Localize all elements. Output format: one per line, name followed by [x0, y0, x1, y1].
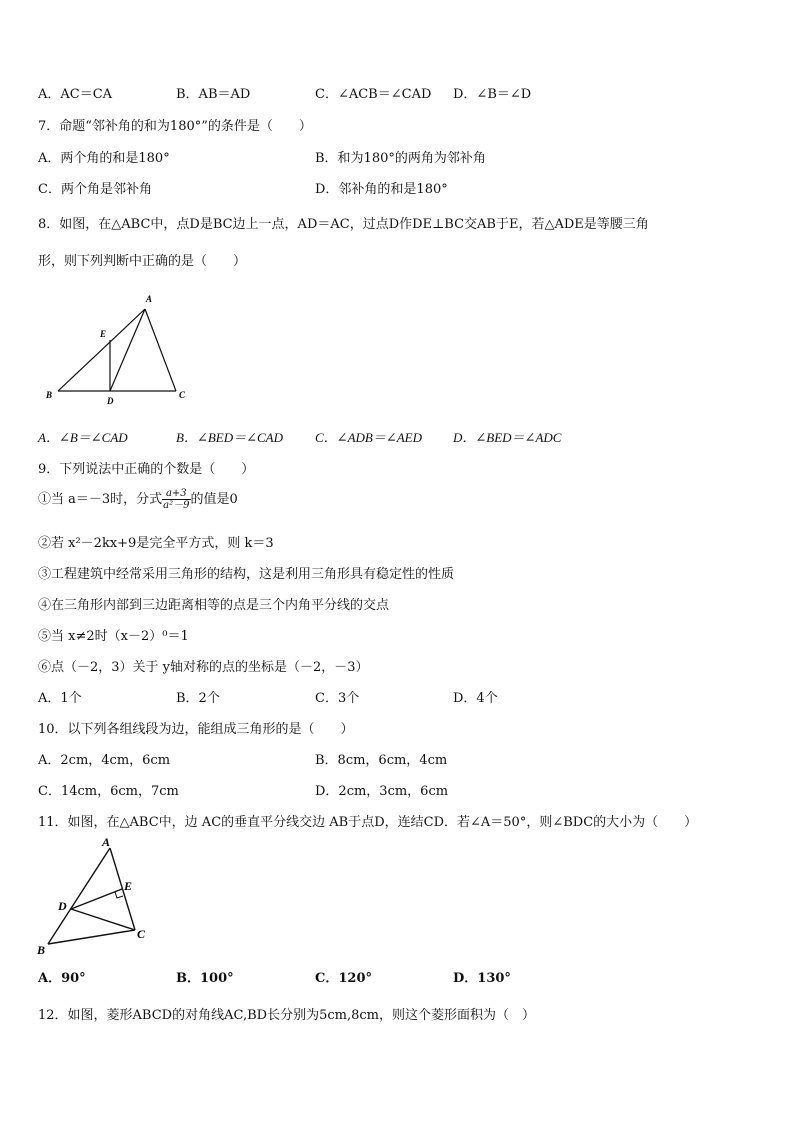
q7-option-c: C．两个角是邻补角 [38, 182, 152, 197]
q11-segment-bc [48, 930, 135, 944]
q6-option-b: B．AB＝AD [176, 87, 251, 102]
q11-label-c: C [137, 927, 146, 941]
q12-stem: 12．如图，菱形ABCD的对角线AC,BD长分别为5cm,8cm，则这个菱形面积为（ ） [38, 1008, 535, 1023]
q8-option-a: A．∠B＝∠CAD [38, 430, 128, 445]
q8-segment-ad [110, 309, 145, 391]
q10-option-b: B．8cm，6cm，4cm [315, 753, 448, 768]
q10-option-a: A．2cm，4cm，6cm [38, 753, 171, 768]
q8-stem-line2: 形，则下列判断中正确的是（ ） [38, 254, 247, 269]
q11-right-angle-marker [115, 892, 123, 898]
q9-statement-3: ③工程建筑中经常采用三角形的结构，这是利用三角形具有稳定性的性质 [38, 567, 455, 582]
q8-label-b: B [46, 390, 53, 400]
q9-option-b: B．2个 [176, 691, 220, 706]
q8-option-b: B．∠BED＝∠CAD [176, 430, 283, 445]
q11-segment-ab [48, 848, 110, 944]
q6-option-c: C．∠ACB＝∠CAD [315, 87, 432, 102]
q11-segment-dc [71, 909, 135, 930]
q9-option-c: C．3个 [315, 691, 360, 706]
q10-option-c: C．14cm，6cm，7cm [38, 784, 179, 799]
q11-option-d: D．130° [453, 971, 511, 986]
q11-segment-de [71, 889, 122, 909]
q11-triangle-figure [34, 834, 159, 959]
q9-statement-6: ⑥点（－2，3）关于 y轴对称的点的坐标是（－2，－3） [38, 660, 369, 675]
q11-option-a: A．90° [38, 971, 86, 986]
q8-label-a: A [146, 294, 153, 304]
q8-option-d: D．∠BED＝∠ADC [453, 430, 562, 445]
q9-fraction-numerator: a+3 [162, 488, 190, 500]
q8-segment-ac [145, 309, 176, 391]
q11-label-e: E [124, 879, 133, 893]
q8-label-d: D [107, 396, 114, 406]
q9-statement-4: ④在三角形内部到三边距离相等的点是三个内角平分线的交点 [38, 598, 390, 613]
q8-option-c: C．∠ADB＝∠AED [315, 430, 422, 445]
q10-stem: 10．以下列各组线段为边，能组成三角形的是（ ） [38, 722, 354, 737]
q6-option-a: A．AC＝CA [38, 87, 113, 102]
q9-option-a: A．1个 [38, 691, 82, 706]
q7-stem: 7．命题“邻补角的和为180°”的条件是（ ） [38, 119, 312, 134]
q8-stem-line1: 8．如图，在△ABC中，点D是BC边上一点，AD＝AC，过点D作DE⊥BC交AB于E，若△ADE是等腰三角 [38, 217, 649, 232]
q7-option-d: D．邻补角的和是180° [315, 182, 448, 197]
q11-stem: 11．如图，在△ABC中，边 AC的垂直平分线交边 AB于点D，连结CD．若∠A＝50°，则∠BDC的大小为（ ） [38, 815, 698, 830]
q7-option-a: A．两个角的和是180° [38, 151, 170, 166]
q9-statement-5: ⑤当 x≠2时（x－2）⁰＝1 [38, 629, 189, 644]
q9-statement-1 [38, 488, 238, 511]
q9-stem: 9．下列说法中正确的个数是（ ） [38, 462, 255, 477]
q9-fraction [162, 488, 190, 511]
q9-statement-2: ②若 x²－2kx+9是完全平方式，则 k＝3 [38, 536, 274, 551]
q11-label-a: A [102, 835, 111, 849]
q8-segment-ab [58, 309, 145, 391]
q11-label-b: B [37, 943, 46, 957]
q9-s1-suffix: 的值是0 [190, 492, 238, 507]
q10-option-d: D．2cm，3cm，6cm [315, 784, 449, 799]
q11-label-d: D [58, 899, 67, 913]
q11-option-c: C．120° [315, 971, 372, 986]
q6-option-d: D．∠B＝∠D [453, 87, 532, 102]
q9-s1-prefix: ①当 a＝－3时，分式 [38, 492, 163, 507]
q8-triangle-figure [38, 290, 198, 410]
q9-fraction-denominator: a²－9 [163, 500, 190, 511]
q11-option-b: B．100° [176, 971, 234, 986]
q9-option-d: D．4个 [453, 691, 498, 706]
q7-option-b: B．和为180°的两角为邻补角 [315, 151, 486, 166]
q8-label-e: E [100, 329, 107, 339]
q8-label-c: C [179, 390, 186, 400]
